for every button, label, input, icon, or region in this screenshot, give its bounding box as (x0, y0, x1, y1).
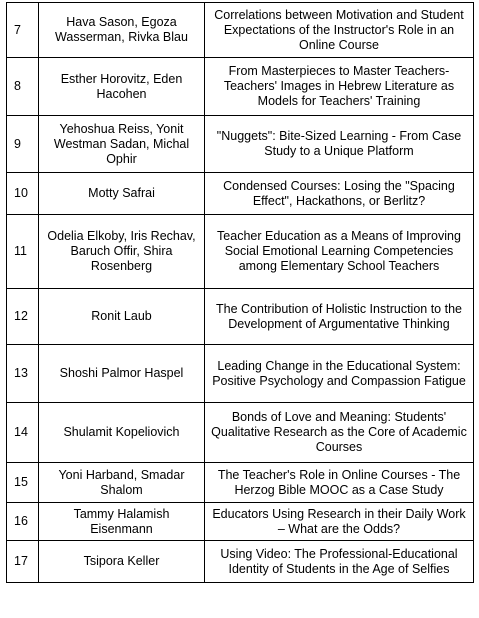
table-row (7, 3, 474, 58)
authors-cell: Tammy Halamish Eisenmann (39, 503, 205, 541)
authors-cell: Hava Sason, Egoza Wasserman, Rivka Blau (39, 3, 205, 58)
table-row (7, 289, 474, 345)
row-number: 12 (7, 289, 39, 345)
row-number: 11 (7, 215, 39, 289)
authors-cell: Ronit Laub (39, 289, 205, 345)
table-row (7, 403, 474, 463)
title-cell: The Contribution of Holistic Instruction to the Development of Argumentative Thinking (205, 289, 474, 345)
table-row (7, 503, 474, 541)
row-number: 7 (7, 3, 39, 58)
authors-cell: Odelia Elkoby, Iris Rechav, Baruch Offir, Shira Rosenberg (39, 215, 205, 289)
authors-cell: Yoni Harband, Smadar Shalom (39, 463, 205, 503)
authors-cell: Shoshi Palmor Haspel (39, 345, 205, 403)
title-cell: Correlations between Motivation and Student Expectations of the Instructor's Role in an Online Course (205, 3, 474, 58)
row-number: 13 (7, 345, 39, 403)
title-cell: Bonds of Love and Meaning: Students' Qualitative Research as the Core of Academic Courses (205, 403, 474, 463)
title-cell: Educators Using Research in their Daily Work – What are the Odds? (205, 503, 474, 541)
row-number: 17 (7, 541, 39, 583)
title-cell: "Nuggets": Bite-Sized Learning - From Case Study to a Unique Platform (205, 116, 474, 173)
title-cell: Using Video: The Professional-Educational Identity of Students in the Age of Selfies (205, 541, 474, 583)
table-row (7, 345, 474, 403)
title-cell: Teacher Education as a Means of Improving Social Emotional Learning Competencies among Elementary School Teachers (205, 215, 474, 289)
row-number: 10 (7, 173, 39, 215)
table-row (7, 173, 474, 215)
authors-cell: Yehoshua Reiss, Yonit Westman Sadan, Michal Ophir (39, 116, 205, 173)
authors-cell: Tsipora Keller (39, 541, 205, 583)
table-row (7, 116, 474, 173)
authors-cell: Shulamit Kopeliovich (39, 403, 205, 463)
title-cell: Leading Change in the Educational System: Positive Psychology and Compassion Fatigue (205, 345, 474, 403)
row-number: 8 (7, 58, 39, 116)
title-cell: From Masterpieces to Master Teachers- Teachers' Images in Hebrew Literature as Models for Teachers' Training (205, 58, 474, 116)
title-cell: Condensed Courses: Losing the "Spacing Effect", Hackathons, or Berlitz? (205, 173, 474, 215)
row-number: 14 (7, 403, 39, 463)
table-row (7, 463, 474, 503)
row-number: 9 (7, 116, 39, 173)
sessions-table (6, 2, 474, 583)
title-cell: The Teacher's Role in Online Courses - The Herzog Bible MOOC as a Case Study (205, 463, 474, 503)
row-number: 16 (7, 503, 39, 541)
authors-cell: Motty Safrai (39, 173, 205, 215)
row-number: 15 (7, 463, 39, 503)
table-row (7, 58, 474, 116)
table-row (7, 215, 474, 289)
authors-cell: Esther Horovitz, Eden Hacohen (39, 58, 205, 116)
table-row (7, 541, 474, 583)
